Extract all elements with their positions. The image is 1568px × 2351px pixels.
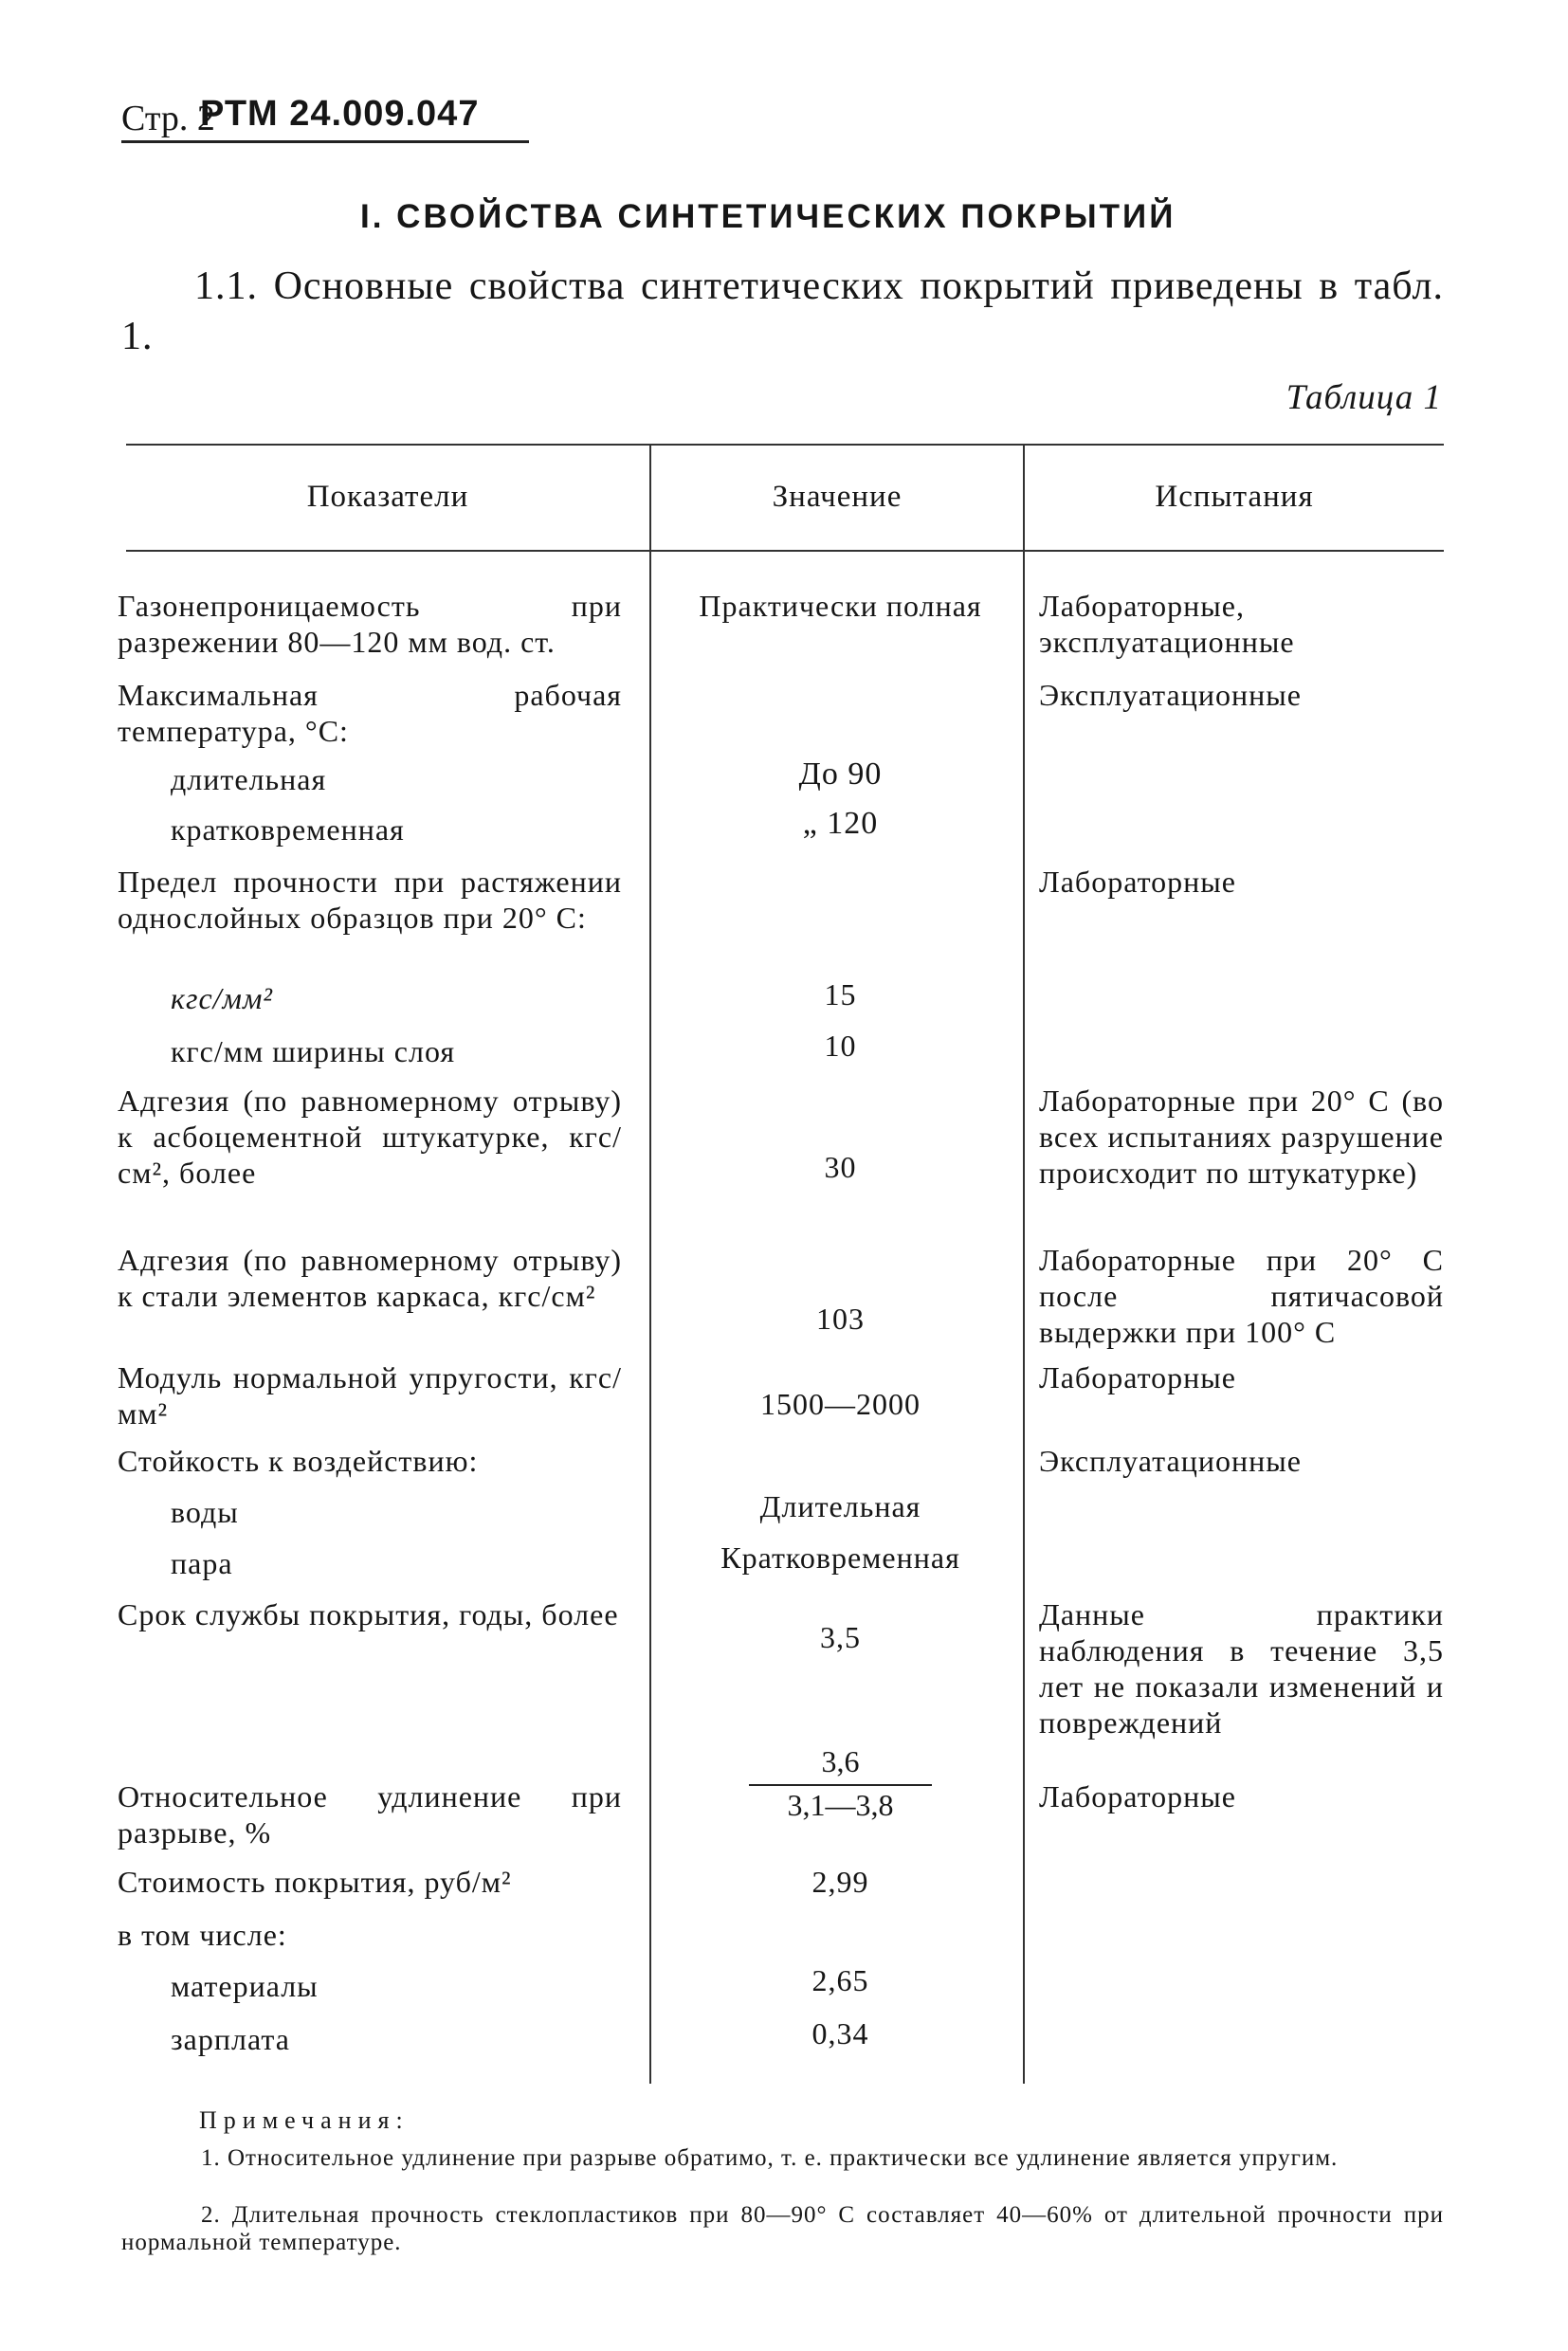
row-cost-value: 2,99	[811, 1865, 869, 1899]
row-steam-indicator: пара	[171, 1546, 233, 1580]
table-top-rule	[126, 444, 1444, 446]
row-steam-value: Кратковременная	[720, 1540, 960, 1575]
row-adhesion-plaster-value: 30	[824, 1150, 857, 1184]
row-adhesion-steel-indicator: Адгезия (по равномерному отрыву) к стали элементов каркаса, кгс/см²	[118, 1243, 622, 1313]
row-gas-value: Практически полная	[699, 589, 982, 623]
row-kgf-width-value: 10	[824, 1029, 857, 1063]
intro-text: 1.1. Основные свойства синтетических покрытий приведены в табл. 1.	[121, 264, 1444, 358]
row-materials-indicator: материалы	[171, 1969, 319, 2003]
row-elongation-test: Лабораторные	[1039, 1779, 1236, 1813]
row-resistance-test: Эксплуатационные	[1039, 1444, 1302, 1478]
row-longterm-indicator: длительная	[171, 762, 327, 796]
row-service-life-test: Данные практики наблюдения в течение 3,5 лет не показали изменений и повреждений	[1039, 1597, 1444, 1740]
row-salary-value: 0,34	[811, 2016, 869, 2050]
document-code: РТМ 24.009.047	[200, 94, 480, 134]
row-cost-indicator: Стоимость покрытия, руб/м²	[118, 1865, 512, 1899]
section-title: I. СВОЙСТВА СИНТЕТИЧЕСКИХ ПОКРЫТИЙ	[360, 198, 1176, 235]
intro-paragraph	[121, 262, 1444, 362]
row-adhesion-steel-test: Лабораторные при 20° С после пятичасовой выдержки при 100° С	[1039, 1243, 1444, 1349]
row-modulus-value: 1500—2000	[760, 1387, 921, 1421]
row-water-value: Длительная	[759, 1489, 921, 1523]
row-resistance-indicator: Стойкость к воздействию:	[118, 1444, 479, 1478]
row-modulus-indicator: Модуль нормальной упругости, кгс/мм²	[118, 1360, 622, 1431]
note-2	[121, 2201, 1444, 2256]
row-adhesion-steel-value: 103	[816, 1302, 865, 1336]
row-service-life-indicator: Срок службы покрытия, годы, более	[118, 1597, 619, 1631]
header-value: Значение	[772, 480, 903, 514]
notes-title: Примечания:	[199, 2106, 410, 2134]
row-kgf-mm2-value: 15	[824, 977, 857, 1011]
row-gas-test: Лабораторные, эксплуатационные	[1039, 589, 1295, 659]
row-modulus-test: Лабораторные	[1039, 1360, 1236, 1394]
elongation-numerator: 3,6	[821, 1744, 860, 1778]
header-underline	[121, 140, 529, 143]
row-shortterm-indicator: кратковременная	[171, 812, 405, 847]
row-water-indicator: воды	[171, 1495, 239, 1529]
column-divider-1	[649, 446, 651, 2084]
row-service-life-value: 3,5	[820, 1620, 861, 1654]
row-maxtemp-indicator: Максимальная рабочая температура, °С:	[118, 678, 622, 748]
page-number: Стр. 2	[121, 99, 215, 138]
note-1	[121, 2144, 1444, 2172]
row-longterm-value: До 90	[798, 756, 883, 792]
row-tensile-test: Лабораторные	[1039, 865, 1236, 899]
row-kgf-width-indicator: кгс/мм ширины слоя	[171, 1034, 456, 1068]
row-elongation-indicator: Относительное удлинение при разрыве, %	[118, 1779, 622, 1850]
note-1-text: 1. Относительное удлинение при разрыве обратимо, т. е. практически все удлинение является упругим.	[201, 2145, 1339, 2171]
table-caption: Таблица 1	[1285, 378, 1442, 417]
table-header-rule	[126, 550, 1444, 552]
fraction-bar	[749, 1784, 932, 1786]
row-shortterm-value: „ 120	[802, 806, 879, 841]
row-elongation-value	[664, 1744, 1017, 1830]
row-kgf-mm2-indicator: кгс/мм²	[171, 981, 273, 1015]
row-gas-indicator: Газонепроницаемость при разрежении 80—120 мм вод. ст.	[118, 589, 622, 659]
row-including-indicator: в том числе:	[118, 1918, 287, 1952]
row-tensile-indicator: Предел прочности при растяжении однослойных образцов при 20° С:	[118, 865, 622, 935]
row-materials-value: 2,65	[811, 1963, 869, 1997]
column-divider-2	[1023, 446, 1025, 2084]
header-tests: Испытания	[1155, 480, 1314, 514]
elongation-denominator: 3,1—3,8	[787, 1788, 894, 1822]
note-2-text: 2. Длительная прочность стеклопластиков при 80—90° С составляет 40—60% от длительной прочности при нормальной температуре.	[121, 2202, 1444, 2255]
row-adhesion-plaster-test: Лабораторные при 20° С (во всех испытаниях разрушение происходит по штукатурке)	[1039, 1084, 1444, 1190]
row-salary-indicator: зарплата	[171, 2022, 290, 2056]
header-indicators: Показатели	[306, 480, 469, 514]
row-adhesion-plaster-indicator: Адгезия (по равномерному отрыву) к асбоцементной штукатурке, кгс/см², более	[118, 1084, 622, 1190]
row-maxtemp-test: Эксплуатационные	[1039, 678, 1302, 712]
